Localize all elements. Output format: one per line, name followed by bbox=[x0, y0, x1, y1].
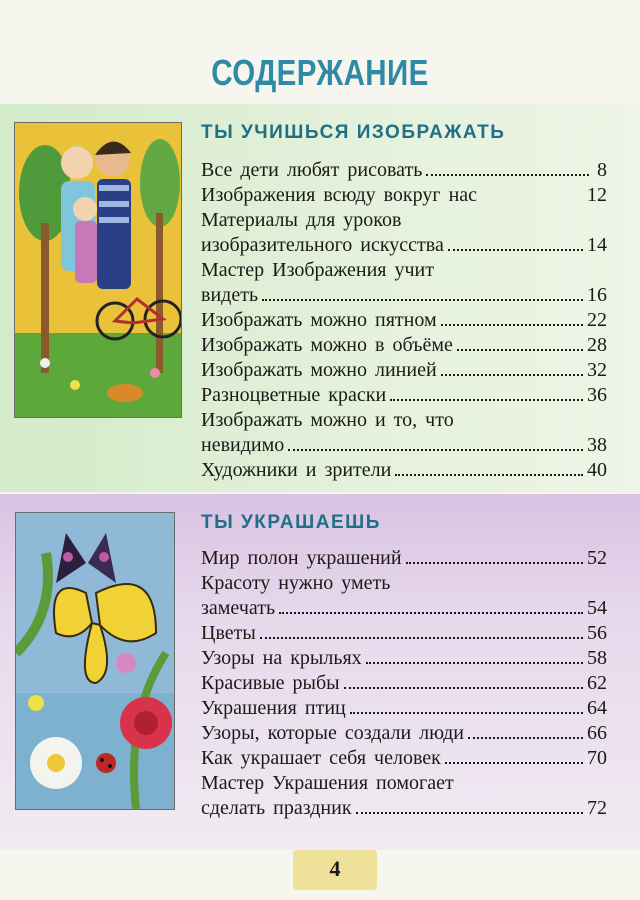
toc-entry-page: 28 bbox=[587, 334, 607, 356]
leader-dots bbox=[350, 698, 583, 714]
family-with-bicycle-painting bbox=[14, 122, 182, 418]
toc-entry-title: Украшения птиц bbox=[201, 697, 346, 719]
toc-entry[interactable] bbox=[201, 283, 607, 308]
leader-dots bbox=[441, 310, 583, 326]
toc-entry-title: Мир полон украшений bbox=[201, 547, 402, 569]
toc-entry-page: 12 bbox=[587, 184, 607, 206]
toc-entry[interactable] bbox=[201, 746, 607, 771]
leader-dots bbox=[344, 673, 583, 689]
page-number-box bbox=[293, 850, 377, 890]
toc-entry-title: Все дети любят рисовать bbox=[201, 159, 423, 181]
leader-dots bbox=[260, 623, 583, 639]
toc-entry[interactable] bbox=[201, 183, 607, 208]
leader-dots bbox=[366, 648, 583, 664]
toc-entry-page: 64 bbox=[587, 697, 607, 719]
leader-dots bbox=[441, 360, 583, 376]
toc-entry-page: 38 bbox=[587, 434, 607, 456]
leader-dots bbox=[356, 798, 583, 814]
toc-entry-page: 22 bbox=[587, 309, 607, 331]
toc-entry-page: 66 bbox=[587, 722, 607, 744]
toc-entry-title: Красоту нужно уметь bbox=[201, 572, 391, 594]
toc-entry[interactable] bbox=[201, 596, 607, 621]
leader-dots bbox=[395, 460, 583, 476]
toc-entry[interactable] bbox=[201, 671, 607, 696]
toc-entry[interactable] bbox=[201, 308, 607, 333]
family-painting-svg bbox=[15, 123, 181, 417]
leader-dots bbox=[457, 335, 583, 351]
toc-entry[interactable] bbox=[201, 721, 607, 746]
toc-entry[interactable] bbox=[201, 158, 607, 183]
toc-entry[interactable] bbox=[201, 546, 607, 571]
toc-entry-page: 14 bbox=[587, 234, 607, 256]
toc-entry[interactable] bbox=[201, 433, 607, 458]
toc-entry-title: Изображения всюду вокруг нас bbox=[201, 184, 478, 206]
toc-entry-page: 62 bbox=[587, 672, 607, 694]
toc-entry[interactable] bbox=[201, 646, 607, 671]
toc-entry-page: 70 bbox=[587, 747, 607, 769]
toc-entry-title-cont: невидимо bbox=[201, 434, 285, 456]
toc-entry-page: 16 bbox=[587, 284, 607, 306]
toc-entry[interactable] bbox=[201, 696, 607, 721]
toc-entry-page: 54 bbox=[587, 597, 607, 619]
toc-entry-line[interactable] bbox=[201, 408, 607, 433]
toc-entry-title: Изображать можно и то, что bbox=[201, 409, 454, 431]
page-number: 4 bbox=[329, 856, 341, 881]
leader-dots bbox=[426, 160, 589, 176]
toc-entry-title: Узоры, которые создали люди bbox=[201, 722, 464, 744]
toc-section-2 bbox=[201, 546, 607, 821]
toc-entry-title: Изображать можно в объёме bbox=[201, 334, 453, 356]
leader-dots bbox=[288, 435, 583, 451]
toc-entry-title: Цветы bbox=[201, 622, 256, 644]
toc-entry-title: Мастер Украшения помогает bbox=[201, 772, 454, 794]
toc-entry-title: Разноцветные краски bbox=[201, 384, 387, 406]
toc-entry-title: Изображать можно пятном bbox=[201, 309, 437, 331]
toc-section-1 bbox=[201, 158, 607, 483]
page-title: СОДЕРЖАНИЕ bbox=[211, 52, 429, 93]
leader-dots bbox=[448, 235, 583, 251]
toc-entry-title: Материалы для уроков bbox=[201, 209, 402, 231]
toc-entry-title: Мастер Изображения учит bbox=[201, 259, 434, 281]
leader-dots bbox=[406, 548, 583, 564]
leader-dots bbox=[262, 285, 583, 301]
leader-dots bbox=[390, 385, 583, 401]
toc-entry[interactable] bbox=[201, 333, 607, 358]
toc-entry-title: Художники и зрители bbox=[201, 459, 392, 481]
butterfly-painting-svg bbox=[16, 513, 174, 809]
toc-entry-title-cont: видеть bbox=[201, 284, 259, 306]
leader-dots bbox=[481, 187, 583, 201]
leader-dots bbox=[445, 748, 583, 764]
toc-entry-title-cont: изобразительного искусства bbox=[201, 234, 444, 256]
leader-dots bbox=[279, 598, 583, 614]
toc-entry-page: 36 bbox=[587, 384, 607, 406]
toc-entry-page: 58 bbox=[587, 647, 607, 669]
toc-entry[interactable] bbox=[201, 458, 607, 483]
toc-entry-page: 52 bbox=[587, 547, 607, 569]
toc-entry-page: 8 bbox=[597, 159, 607, 181]
toc-entry[interactable] bbox=[201, 358, 607, 383]
section-heading: ТЫ УКРАШАЕШЬ bbox=[201, 512, 381, 533]
toc-entry[interactable] bbox=[201, 233, 607, 258]
toc-entry-page: 72 bbox=[587, 797, 607, 819]
toc-entry[interactable] bbox=[201, 621, 607, 646]
toc-entry-title-cont: замечать bbox=[201, 597, 276, 619]
toc-entry-page: 32 bbox=[587, 359, 607, 381]
toc-entry-line[interactable] bbox=[201, 771, 607, 796]
section-heading: ТЫ УЧИШЬСЯ ИЗОБРАЖАТЬ bbox=[201, 122, 506, 143]
toc-entry-title: Изображать можно линией bbox=[201, 359, 437, 381]
toc-entry-line[interactable] bbox=[201, 571, 607, 596]
toc-entry-page: 40 bbox=[587, 459, 607, 481]
toc-entry[interactable] bbox=[201, 796, 607, 821]
butterflies-and-flowers-painting bbox=[15, 512, 175, 810]
toc-entry-line[interactable] bbox=[201, 208, 607, 233]
toc-entry-line[interactable] bbox=[201, 258, 607, 283]
leader-dots bbox=[468, 723, 583, 739]
toc-entry[interactable] bbox=[201, 383, 607, 408]
toc-entry-title: Узоры на крыльях bbox=[201, 647, 362, 669]
toc-entry-page: 56 bbox=[587, 622, 607, 644]
toc-entry-title: Красивые рыбы bbox=[201, 672, 340, 694]
toc-entry-title: Как украшает себя человек bbox=[201, 747, 441, 769]
toc-entry-title-cont: сделать праздник bbox=[201, 797, 352, 819]
